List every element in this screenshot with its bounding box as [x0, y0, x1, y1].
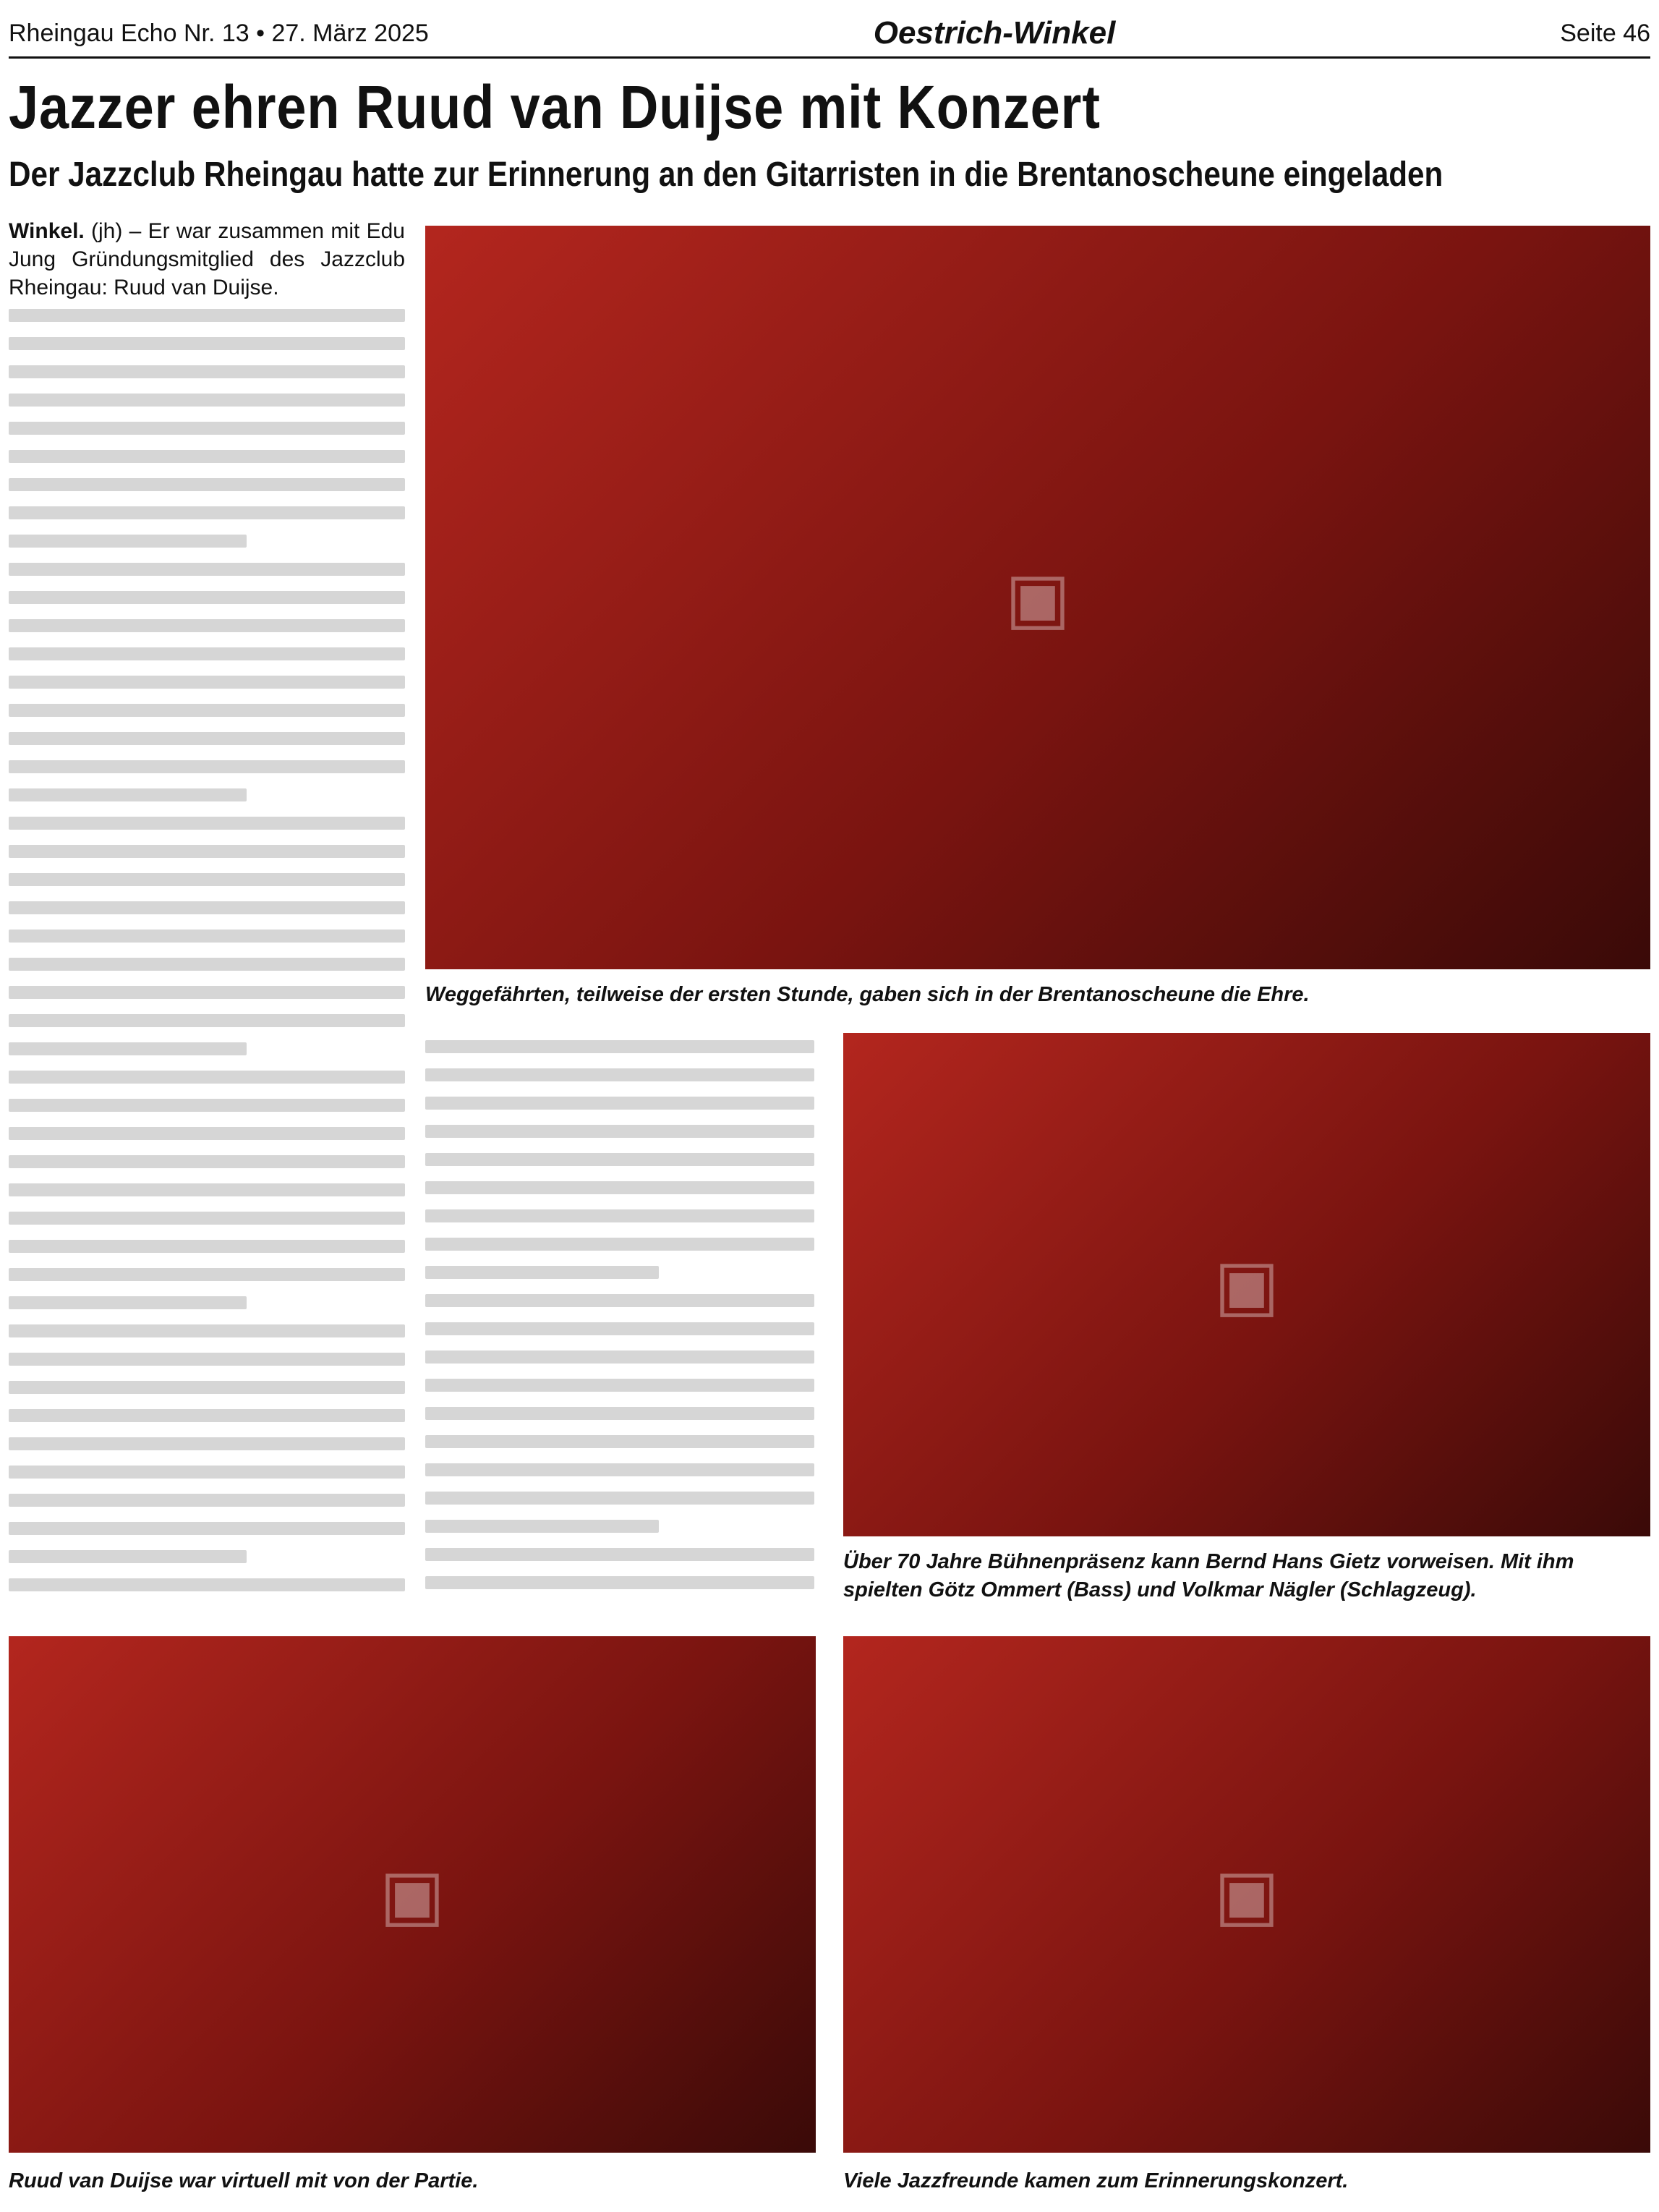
text-line-placeholder — [425, 1181, 814, 1194]
text-line-placeholder — [9, 478, 405, 491]
photo-audience — [843, 1636, 1650, 2153]
masthead — [9, 10, 1650, 59]
text-line-placeholder — [425, 1520, 659, 1533]
text-line-placeholder — [425, 1350, 814, 1364]
text-line-placeholder — [9, 563, 405, 576]
text-line-placeholder — [9, 1437, 405, 1450]
text-line-placeholder — [9, 1409, 405, 1422]
headline: Jazzer ehren Ruud van Duijse mit Konzert — [9, 73, 1101, 141]
caption-photo-band: Ruud van Duijse war virtuell mit von der Partie. — [9, 2169, 479, 2192]
text-line-placeholder — [9, 1296, 247, 1309]
byline: (jh) – — [91, 219, 142, 243]
text-line-placeholder — [9, 1381, 405, 1394]
text-line-placeholder — [9, 986, 405, 999]
text-line-placeholder — [9, 817, 405, 830]
text-line-placeholder — [425, 1379, 814, 1392]
text-line-placeholder — [9, 1127, 405, 1140]
text-line-placeholder — [9, 394, 405, 407]
text-line-placeholder — [9, 1155, 405, 1168]
text-line-placeholder — [425, 1492, 814, 1505]
text-line-placeholder — [425, 1435, 814, 1448]
text-line-placeholder — [9, 788, 247, 801]
text-line-placeholder — [425, 1463, 814, 1476]
text-line-placeholder — [9, 1099, 405, 1112]
dateline: Winkel. — [9, 219, 85, 243]
text-line-placeholder — [9, 1212, 405, 1225]
text-line-placeholder — [425, 1040, 814, 1053]
text-line-placeholder — [425, 1153, 814, 1166]
text-line-placeholder — [9, 1324, 405, 1337]
section-title: Oestrich-Winkel — [873, 15, 1116, 51]
text-line-placeholder — [9, 873, 405, 886]
text-line-placeholder — [9, 1522, 405, 1535]
text-line-placeholder — [9, 676, 405, 689]
body-text-placeholder — [9, 309, 405, 1591]
text-line-placeholder — [9, 760, 405, 773]
text-line-placeholder — [9, 1014, 405, 1027]
photo-trio — [843, 1033, 1650, 1536]
text-line-placeholder — [9, 704, 405, 717]
text-line-placeholder — [9, 535, 247, 548]
text-line-placeholder — [425, 1209, 814, 1222]
text-line-placeholder — [9, 647, 405, 660]
article-column-2 — [425, 1033, 814, 1612]
page-number: Seite 46 — [1560, 19, 1650, 47]
text-line-placeholder — [9, 901, 405, 914]
photo-icon: ▣ — [1214, 1246, 1280, 1324]
photo-icon: ▣ — [1214, 1856, 1280, 1934]
text-line-placeholder — [9, 958, 405, 971]
issue-info: Rheingau Echo Nr. 13 • 27. März 2025 — [9, 19, 429, 47]
text-line-placeholder — [425, 1238, 814, 1251]
text-line-placeholder — [9, 1240, 405, 1253]
text-line-placeholder — [9, 732, 405, 745]
text-line-placeholder — [9, 591, 405, 604]
caption-photo-audience: Viele Jazzfreunde kamen zum Erinnerungskonzert. — [843, 2169, 1349, 2192]
photo-group — [425, 226, 1650, 969]
lead-sentence: Er war zusammen mit Edu Jung Gründungsmitglied des Jazzclub Rheingau: Ruud van Duijse. — [9, 219, 405, 299]
text-line-placeholder — [9, 845, 405, 858]
text-line-placeholder — [9, 1071, 405, 1084]
text-line-placeholder — [425, 1576, 814, 1589]
text-line-placeholder — [9, 309, 405, 322]
text-line-placeholder — [425, 1068, 814, 1081]
photo-band — [9, 1636, 816, 2153]
photo-icon: ▣ — [1005, 559, 1071, 637]
text-line-placeholder — [425, 1548, 814, 1561]
text-line-placeholder — [9, 506, 405, 519]
text-line-placeholder — [425, 1407, 814, 1420]
text-line-placeholder — [9, 1578, 405, 1591]
text-line-placeholder — [9, 1353, 405, 1366]
text-line-placeholder — [9, 619, 405, 632]
caption-photo-trio: Über 70 Jahre Bühnenpräsenz kann Bernd Hans Gietz vorweisen. Mit ihm spielten Götz Ommert (Bass) und Volkmar Nägler (Schlagzeug). — [843, 1550, 1574, 1602]
text-line-placeholder — [9, 1494, 405, 1507]
article-column-1 — [9, 217, 405, 1620]
text-line-placeholder — [9, 1183, 405, 1196]
text-line-placeholder — [9, 450, 405, 463]
photo-icon: ▣ — [379, 1856, 445, 1934]
text-line-placeholder — [425, 1125, 814, 1138]
text-line-placeholder — [9, 1550, 247, 1563]
text-line-placeholder — [425, 1097, 814, 1110]
text-line-placeholder — [9, 1042, 247, 1055]
text-line-placeholder — [9, 1268, 405, 1281]
subheadline: Der Jazzclub Rheingau hatte zur Erinnerung an den Gitarristen in die Brentanoscheune eingeladen — [9, 156, 1443, 194]
text-line-placeholder — [425, 1322, 814, 1335]
text-line-placeholder — [9, 1466, 405, 1479]
caption-photo-group: Weggefährten, teilweise der ersten Stunde, gaben sich in der Brentanoscheune die Ehre. — [425, 983, 1310, 1006]
text-line-placeholder — [425, 1266, 659, 1279]
text-line-placeholder — [9, 422, 405, 435]
text-line-placeholder — [9, 365, 405, 378]
body-text-placeholder — [425, 1040, 814, 1589]
text-line-placeholder — [9, 337, 405, 350]
text-line-placeholder — [9, 930, 405, 943]
text-line-placeholder — [425, 1294, 814, 1307]
